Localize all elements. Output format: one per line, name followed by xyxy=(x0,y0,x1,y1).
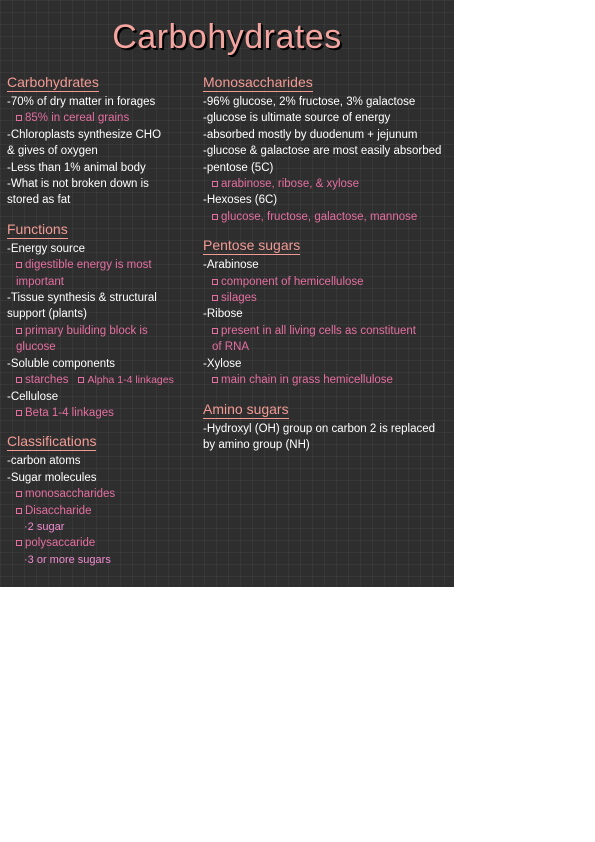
sub-sub-note-line: ·2 sugar xyxy=(24,520,65,533)
note-line xyxy=(7,176,199,209)
dash-bullet: - xyxy=(7,471,11,484)
note-line xyxy=(7,94,199,110)
square-bullet-icon xyxy=(212,279,218,285)
note-line xyxy=(203,143,451,159)
sub-sub-note-line: ·3 or more sugars xyxy=(24,553,111,566)
dash-bullet: - xyxy=(203,308,207,321)
section-heading: Pentose sugars xyxy=(203,237,301,254)
sub-note-text: arabinose, ribose, & xylose xyxy=(221,178,360,191)
sub-note-text: Alpha 1-4 linkages xyxy=(87,374,174,387)
note-text: Tissue synthesis & structural support (plants) xyxy=(7,292,157,321)
note-line xyxy=(203,257,451,273)
square-bullet-icon xyxy=(212,377,218,383)
note-line xyxy=(203,94,451,110)
square-bullet-icon xyxy=(16,540,22,546)
note-line xyxy=(203,356,451,372)
section-amino-sugars xyxy=(203,401,451,454)
note-text: absorbed mostly by duodenum + jejunum xyxy=(206,128,418,141)
section-functions xyxy=(7,221,199,421)
note-text: Less than 1% animal body xyxy=(10,161,146,174)
square-bullet-icon xyxy=(16,262,22,268)
note-text: 96% glucose, 2% fructose, 3% galactose xyxy=(206,96,416,108)
sub-note-line xyxy=(203,176,451,192)
section-heading: Amino sugars xyxy=(203,400,289,417)
note-line xyxy=(7,290,199,323)
square-bullet-icon xyxy=(212,295,218,301)
note-line xyxy=(7,127,199,160)
page-title: Carbohydrates xyxy=(112,18,342,56)
sub-note-text: silages xyxy=(221,292,257,305)
sub-note-line xyxy=(7,257,199,290)
section-carbohydrates xyxy=(7,74,199,209)
square-bullet-icon xyxy=(212,328,218,334)
sub-note-line xyxy=(7,535,199,551)
note-line xyxy=(7,453,199,469)
dash-bullet: - xyxy=(203,194,207,207)
dash-bullet: - xyxy=(203,128,207,141)
note-text: Ribose xyxy=(206,308,243,321)
dash-bullet: - xyxy=(203,422,207,435)
sub-note-line xyxy=(203,323,451,356)
note-text: Hexoses (6C) xyxy=(206,194,278,207)
note-line xyxy=(7,470,199,486)
sub-note-line xyxy=(203,372,451,388)
dash-bullet: - xyxy=(7,390,11,403)
sub-note-line xyxy=(203,290,451,306)
square-bullet-icon xyxy=(78,377,84,383)
sub-note-line xyxy=(7,486,199,502)
note-text: Sugar molecules xyxy=(10,471,97,484)
dash-bullet: - xyxy=(7,96,11,108)
sub-note-text: digestible energy is most important xyxy=(16,259,152,288)
sub-note-text: Beta 1-4 linkages xyxy=(25,406,114,419)
dash-bullet: - xyxy=(7,178,11,191)
sub-note-line xyxy=(7,110,199,126)
note-text: Soluble components xyxy=(10,357,116,370)
dash-bullet: - xyxy=(7,128,11,141)
section-pentose-sugars xyxy=(203,237,451,388)
note-text: glucose is ultimate source of energy xyxy=(206,112,391,125)
sub-sub-note-text: 2 sugar xyxy=(27,520,65,533)
sub-note-text: primary building block is glucose xyxy=(16,324,148,354)
note-text: carbon atoms xyxy=(10,455,81,468)
right-column xyxy=(203,74,451,465)
note-text: Arabinose xyxy=(206,259,259,272)
sub-note-text: starches xyxy=(25,374,69,387)
sub-note-line xyxy=(203,274,451,290)
sub-note-line xyxy=(7,323,199,356)
section-heading: Functions xyxy=(7,220,68,237)
sub-note-text: present in all living cells as constituent of RNA xyxy=(212,324,416,354)
note-text: pentose (5C) xyxy=(206,161,274,174)
sub-note-text: Disaccharide xyxy=(25,504,92,517)
note-text: What is not broken down is stored as fat xyxy=(7,178,149,207)
dash-bullet: - xyxy=(7,357,11,370)
section-classifications xyxy=(7,433,199,568)
note-line xyxy=(203,110,451,126)
note-text: Xylose xyxy=(206,357,242,370)
dash-bullet: - xyxy=(203,96,207,108)
note-line xyxy=(203,127,451,143)
note-text: 70% of dry matter in forages xyxy=(10,96,156,108)
note-text: Chloroplasts synthesize CHO & gives of oxygen xyxy=(7,128,162,158)
square-bullet-icon xyxy=(16,410,22,416)
section-monosaccharides xyxy=(203,74,451,225)
square-bullet-icon xyxy=(16,491,22,497)
note-text: Energy source xyxy=(10,242,85,255)
square-bullet-icon xyxy=(16,328,22,334)
sub-note-text: 85% in cereal grains xyxy=(25,112,130,125)
dash-bullet: - xyxy=(7,161,11,174)
sub-note-text: polysaccaride xyxy=(25,537,96,550)
note-line xyxy=(203,421,451,454)
sub-note-line xyxy=(7,503,199,519)
dash-bullet: - xyxy=(203,357,207,370)
sub-note-line xyxy=(7,405,199,421)
note-line xyxy=(203,192,451,208)
square-bullet-icon xyxy=(16,508,22,514)
dash-bullet: - xyxy=(7,455,11,468)
note-line xyxy=(7,160,199,176)
note-line xyxy=(203,306,451,322)
section-heading: Classifications xyxy=(7,433,97,450)
note-line xyxy=(203,160,451,176)
note-line xyxy=(7,356,199,372)
sub-note-text: glucose, fructose, galactose, mannose xyxy=(221,210,418,223)
dash-bullet: - xyxy=(7,292,11,305)
sub-sub-note-text: 3 or more sugars xyxy=(27,553,111,566)
square-bullet-icon xyxy=(16,115,22,121)
sub-note-text: component of hemicellulose xyxy=(221,275,364,288)
note-line xyxy=(7,389,199,405)
dash-bullet: - xyxy=(203,145,207,158)
note-text: glucose & galactose are most easily absorbed xyxy=(206,145,442,158)
square-bullet-icon xyxy=(212,214,218,220)
dash-bullet: - xyxy=(7,242,11,255)
dash-bullet: - xyxy=(203,259,207,272)
sub-note-line xyxy=(203,209,451,225)
note-text: Cellulose xyxy=(10,390,59,403)
sub-note-text: monosaccharides xyxy=(25,488,116,501)
square-bullet-icon xyxy=(212,181,218,187)
note-text: Hydroxyl (OH) group on carbon 2 is replaced by amino group (NH) xyxy=(203,422,436,451)
dash-bullet: - xyxy=(203,161,207,174)
sub-note-text: main chain in grass hemicellulose xyxy=(221,374,393,387)
section-heading: Carbohydrates xyxy=(7,74,99,90)
dash-bullet: - xyxy=(203,112,207,125)
section-heading: Monosaccharides xyxy=(203,74,313,90)
square-bullet-icon xyxy=(16,377,22,383)
sub-note-line xyxy=(7,372,199,388)
note-line xyxy=(7,241,199,257)
left-column xyxy=(7,74,199,580)
